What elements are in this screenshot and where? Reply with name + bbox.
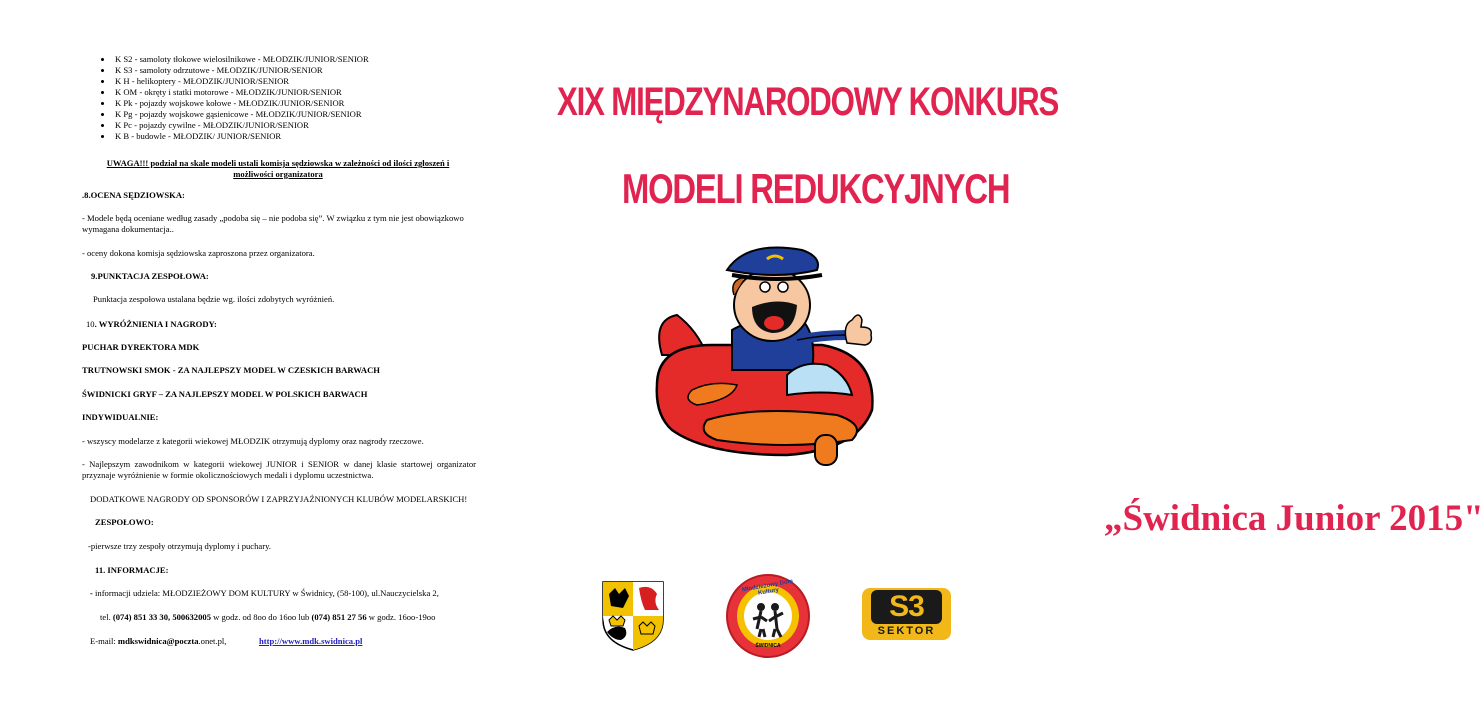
individual-paragraph-2: - Najlepszym zawodnikom w kategorii wiekowej JUNIOR i SENIOR w danej klasie startowej organizator przyznaje wyróżnienie w formie okolicznościowych medali i dyplomu uczestnictwa. <box>82 459 476 480</box>
s3-sektor-logo <box>862 588 951 640</box>
section-8-heading: .8.OCENA SĘDZIOWSKA: <box>82 190 185 200</box>
list-item: • K S3 - samoloty odrzutowe - MŁODZIK/JUNIOR/SENIOR <box>113 65 369 76</box>
prize-swidnica-griffin: ŚWIDNICKI GRYF – ZA NAJLEPSZY MODEL W POLSKICH BARWACH <box>82 389 368 399</box>
prize-trutnov-dragon: TRUTNOWSKI SMOK - ZA NAJLEPSZY MODEL W CZESKICH BARWACH <box>82 365 380 375</box>
email-line: E-mail: mdkswidnica@poczta.onet.pl, <box>90 636 227 646</box>
info-contact: - informacji udziela: MŁODZIEŻOWY DOM KULTURY w Świdnicy, (58-100), ul.Nauczycielska 2, <box>90 588 439 598</box>
page-subtitle: MODELI REDUKCYJNYCH <box>622 165 1010 212</box>
phone-line: tel. (074) 851 33 30, 500632005 w godz. od 8oo do 16oo lub (074) 851 27 56 w godz. 16oo-19oo <box>100 612 436 622</box>
individual-heading: INDYWIDUALNIE: <box>82 412 159 422</box>
section-8-paragraph-1: - Modele będą oceniane według zasady „podoba się – nie podoba się”. W związku z tym nie jest obowiązkowo wymagana dokumentacja.. <box>82 213 464 234</box>
individual-paragraph-1: - wszyscy modelarze z kategorii wiekowej MŁODZIK otrzymują dyplomy oraz nagrody rzeczowe. <box>82 436 424 446</box>
s3-text: SEKTOR <box>877 625 936 637</box>
list-item: • K Pk - pojazdy wojskowe kołowe - MŁODZIK/JUNIOR/SENIOR <box>113 98 369 109</box>
list-item: • K H - helikoptery - MŁODZIK/JUNIOR/SENIOR <box>113 76 369 87</box>
section-9-heading: 9.PUNKTACJA ZESPOŁOWA: <box>91 271 209 281</box>
mdk-logo: Młodzieżowy Dom Kultury ŚWIDNICA <box>725 573 811 659</box>
swidnica-coat-of-arms-icon <box>601 580 665 652</box>
section-9-text: Punktacja zespołowa ustalana będzie wg. ilości zdobytych wyróżnień. <box>93 294 335 304</box>
prize-director-cup: PUCHAR DYREKTORA MDK <box>82 342 200 352</box>
email-link[interactable]: mdkswidnica@poczta <box>117 636 199 646</box>
scale-warning: UWAGA!!! podział na skale modeli ustali komisja sędziowska w zależności od ilości zgłoszeń i możliwości organizatora <box>106 158 450 179</box>
team-heading: ZESPOŁOWO: <box>95 517 154 527</box>
section-11-heading: 11. INFORMACJE: <box>95 565 169 575</box>
s3-mark: S3 <box>871 590 942 624</box>
list-item: • K B - budowle - MŁODZIK/ JUNIOR/SENIOR <box>113 131 369 142</box>
category-list <box>83 54 369 142</box>
section-10-heading: 10. WYRÓŻNIENIA I NAGRODY: <box>86 319 217 329</box>
list-item: • K OM - okręty i statki motorowe - MŁODZIK/JUNIOR/SENIOR <box>113 87 369 98</box>
left-page <box>0 0 512 725</box>
list-item: • K Pc - pojazdy cywilne - MŁODZIK/JUNIOR/SENIOR <box>113 120 369 131</box>
right-page <box>512 0 1484 725</box>
event-name: „Świdnica Junior 2015" <box>1104 498 1484 539</box>
page-title: XIX MIĘDZYNARODOWY KONKURS <box>557 80 1059 124</box>
website-link[interactable]: http://www.mdk.swidnica.pl <box>259 636 363 646</box>
list-item: • K S2 - samoloty tłokowe wielosilnikowe - MŁODZIK/JUNIOR/SENIOR <box>113 54 369 65</box>
team-text: -pierwsze trzy zespoły otrzymują dyplomy i puchary. <box>88 541 271 551</box>
sponsors-note: DODATKOWE NAGRODY OD SPONSORÓW I ZAPRZYJAŹNIONYCH KLUBÓW MODELARSKICH! <box>90 494 468 504</box>
section-8-paragraph-2: - oceny dokona komisja sędziowska zaproszona przez organizatora. <box>82 248 315 258</box>
list-item: • K Pg - pojazdy wojskowe gąsienicowe - MŁODZIK/JUNIOR/SENIOR <box>113 109 369 120</box>
pilot-plane-mascot-icon <box>637 235 887 475</box>
